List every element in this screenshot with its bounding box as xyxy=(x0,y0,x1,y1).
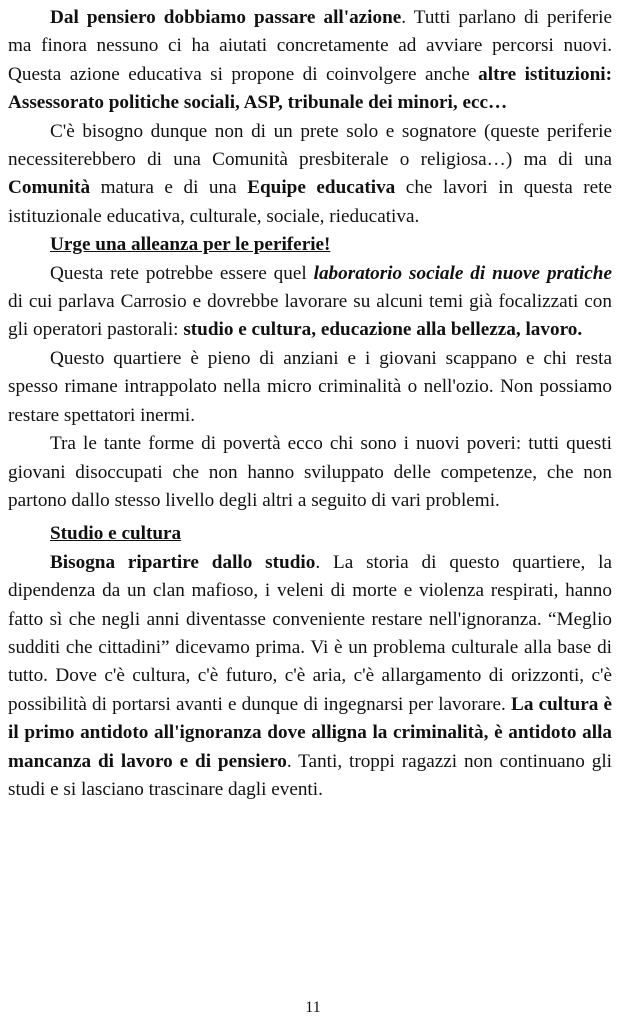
section-heading: Urge una alleanza per le periferie! xyxy=(50,234,331,256)
section-heading: Studio e cultura xyxy=(50,523,182,545)
heading-alleanza xyxy=(8,231,612,259)
text-span: laboratorio sociale di nuove pratiche xyxy=(313,262,612,284)
page-number: 11 xyxy=(305,999,321,1016)
paragraph-laboratorio xyxy=(8,260,612,345)
text-span: Tra le tante forme di povertà ecco chi sono i nuovi poveri: tutti questi giovani disoccupati che non hanno sviluppato delle competenze, che non partono dallo stesso livello degli altri a seguito di vari problemi. xyxy=(8,433,612,511)
page-body xyxy=(8,4,612,804)
text-span: di cui parlava Carrosio e dovrebbe lavorare su alcuni temi già focalizzati con gli operatori pastorali: xyxy=(8,291,612,341)
text-span: Bisogna ripartire dallo studio xyxy=(50,551,316,573)
text-span: Equipe educativa xyxy=(247,177,396,199)
paragraph-quartiere xyxy=(8,345,612,430)
text-span: che lavori in questa rete istituzionale educativa, culturale, sociale, rieducativa. xyxy=(8,177,613,227)
text-span: altre istituzioni: Assessorato politiche sociali, ASP, tribunale dei minori, ecc… xyxy=(8,63,612,114)
paragraph-poverta xyxy=(8,430,612,515)
text-span: . La storia di questo quartiere, la dipendenza da un clan mafioso, i veleni di morte e violenza respirati, hanno fatto sì che negli anni diventasse conveniente restare nell'ignoranza. “Meglio sudditi che cittadini” dicevamo prima. Vi è un problema culturale alla base di tutto. Dove c'è cultura, c'è futuro, c'è aria, c'è allargamento di orizzonti, c'è possibilità di portarsi avanti e dunque di ingegnarsi per lavorare. xyxy=(8,551,612,715)
text-span: La cultura è il primo antidoto all'ignoranza dove alligna la criminalità, è antidoto alla mancanza di lavoro e di pensiero xyxy=(8,693,612,772)
text-span: Comunità xyxy=(8,177,91,199)
paragraph-studio xyxy=(8,549,612,805)
heading-studio-cultura xyxy=(8,520,612,548)
text-span: studio e cultura, educazione alla bellezza, lavoro. xyxy=(183,319,583,341)
text-span: Dal pensiero dobbiamo passare all'azione xyxy=(50,7,402,28)
text-span: C'è bisogno dunque non di un prete solo e sognatore (queste periferie necessiterebbero di una Comunità presbiterale o religiosa…) ma di una xyxy=(8,120,612,171)
paragraph-comunita xyxy=(8,118,612,232)
paragraph-azione xyxy=(8,4,612,118)
text-span: . Tutti parlano di periferie ma finora nessuno ci ha aiutati concretamente ad avviare percorsi nuovi. Questa azione educativa si propone di coinvolgere anche xyxy=(8,7,612,85)
text-span: . Tanti, troppi ragazzi non continuano gli studi e si lasciano trascinare dagli eventi. xyxy=(8,750,612,800)
text-span: Questo quartiere è pieno di anziani e i giovani scappano e chi resta spesso rimane intrappolato nella micro criminalità o nell'ozio. Non possiamo restare spettatori inermi. xyxy=(8,347,612,426)
text-span: Questa rete potrebbe essere quel xyxy=(50,262,314,284)
text-span: matura e di una xyxy=(90,177,248,199)
